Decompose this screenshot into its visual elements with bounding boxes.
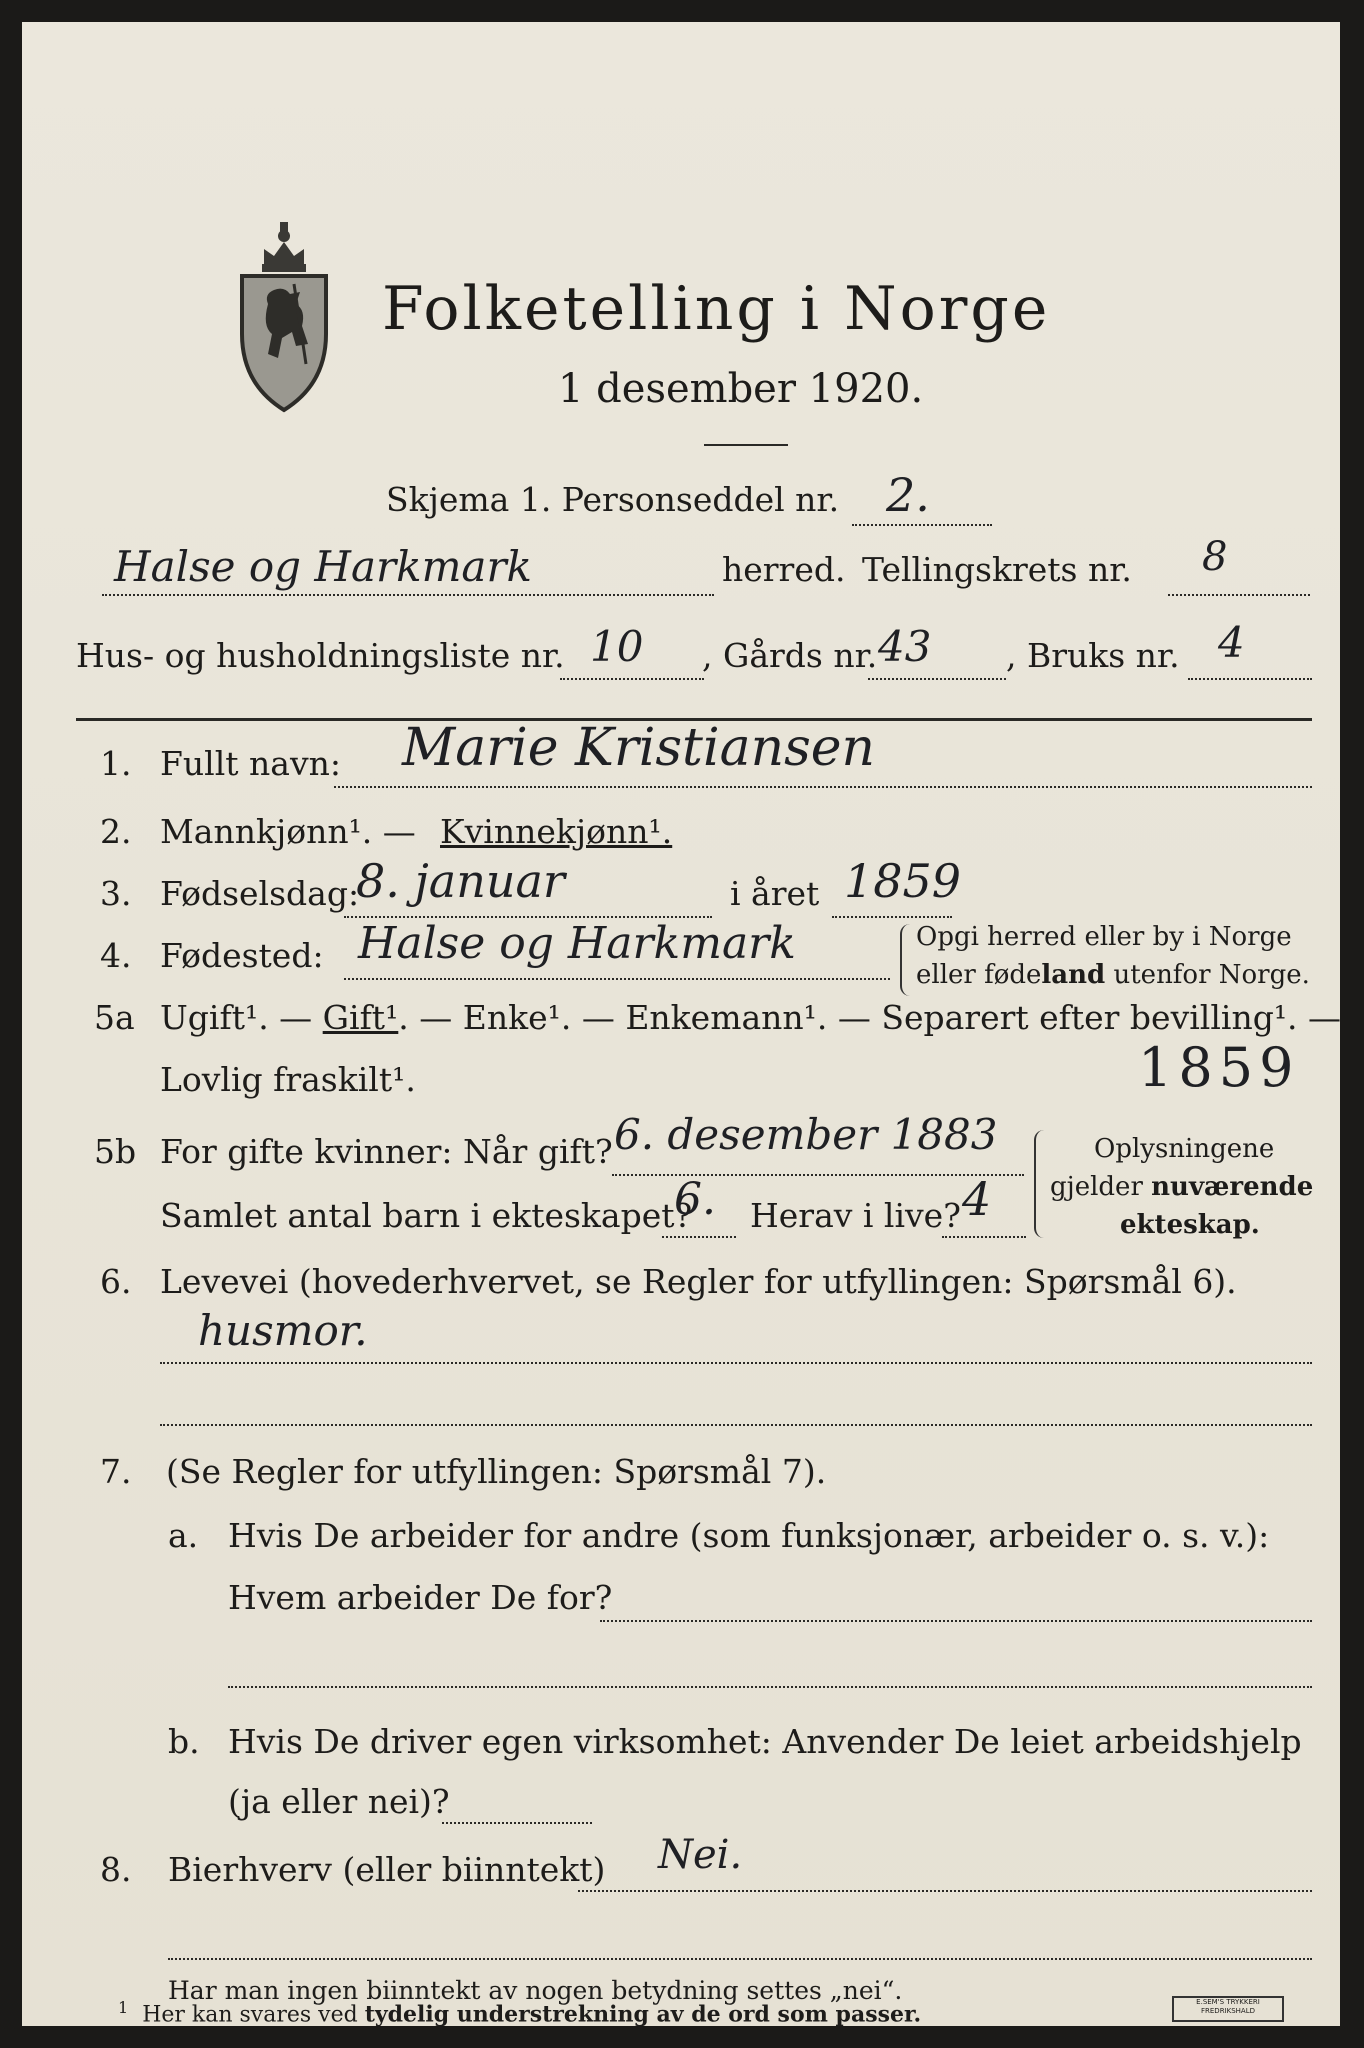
q2-number: 2. [100,812,132,851]
q3-year-field-line [832,916,952,918]
q5b-note-line1: Oplysningene [1094,1134,1275,1164]
q4-note-line1: Opgi herred eller by i Norge [916,922,1292,952]
q7b-text: Hvis De driver egen virksomhet: Anvender De leiet arbeidshjelp [228,1722,1302,1761]
q4-number: 4. [100,936,132,975]
footnote-text: Her kan svares ved [142,2002,365,2028]
q7a-text: Hvis De arbeider for andre (som funksjonær, arbeider o. s. v.): [228,1516,1270,1555]
footnote-text-bold: tydelig understrekning av de ord som passer. [364,2001,922,2028]
q8-field-line [578,1890,1312,1892]
q3-year-label: i året [730,874,820,913]
husliste-field-line [560,678,704,680]
q1-field-line [334,786,1312,788]
q5a-option-ugift[interactable]: Ugift¹. — [160,998,323,1037]
q7-label: (Se Regler for utfyllingen: Spørsmål 7). [166,1452,827,1491]
q7a-field-line-2 [228,1686,1312,1688]
herred-value[interactable]: Halse og Harkmark [114,542,532,591]
q7b-letter: b. [168,1722,200,1761]
bruks-field-line [1188,678,1312,680]
q7-number: 7. [100,1452,132,1491]
q4-note-text-c: utenfor Norge. [1105,960,1310,990]
skjema-label: Skjema 1. Personseddel nr. [386,480,840,519]
footnote-mark: 1 [118,1998,129,2017]
q5a-options-rest[interactable]: . — Enke¹. — Enkemann¹. — Separert efter bevilling¹. — [398,998,1342,1037]
q1-label: Fullt navn: [160,744,341,783]
gards-value[interactable]: 43 [878,622,932,671]
birthplace-value[interactable]: Halse og Harkmark [358,918,796,969]
q3-label: Fødselsdag: [160,874,360,913]
q8-number: 8. [100,1850,132,1889]
census-form-page [22,22,1340,2026]
occupation-value[interactable]: husmor. [198,1306,368,1355]
q5a-margin-note: 1859 [1138,1036,1300,1099]
q2-option-female[interactable]: Kvinnekjønn¹. [440,812,673,851]
herred-field-line [102,594,714,596]
q7b-field-line [442,1822,592,1824]
q4-field-line [344,978,890,980]
norwegian-coat-of-arms-icon [234,214,334,414]
tellingskrets-field-line [1168,594,1310,596]
q6-number: 6. [100,1262,132,1301]
q5b-note-text-bold: nuværende [1151,1172,1314,1202]
q5b-note-brace [1034,1130,1044,1238]
q3-number: 3. [100,874,132,913]
q5b-note-line2 [1050,1172,1313,1202]
children-count-value[interactable]: 6. [674,1174,716,1225]
q5b-note-text-a: gjelder [1050,1172,1152,1202]
q6-label: Levevei (hovederhvervet, se Regler for utfyllingen: Spørsmål 6). [160,1262,1237,1301]
q7a-question: Hvem arbeider De for? [228,1578,613,1617]
q4-note-text-a: eller føde [916,960,1042,990]
q7a-field-line-1 [600,1620,1312,1622]
q7b-question: (ja eller nei)? [228,1782,450,1821]
footnote [118,1998,921,2027]
q5b-children-field-line [662,1236,736,1238]
tellingskrets-label: Tellingskrets nr. [862,550,1132,589]
q6-field-line-1 [160,1362,1312,1364]
q1-number: 1. [100,744,132,783]
q5a-option-fraskilt[interactable]: Lovlig fraskilt¹. [160,1060,416,1099]
q5b-note-line3: ekteskap. [1120,1210,1260,1240]
bruks-value[interactable]: 4 [1218,618,1245,667]
children-alive-value[interactable]: 4 [962,1172,992,1226]
q5b-alive-field-line [942,1236,1026,1238]
side-income-value[interactable]: Nei. [658,1832,743,1878]
husliste-label: Hus- og husholdningsliste nr. [76,636,565,675]
bruks-label: , Bruks nr. [1006,636,1180,675]
gards-nr-label: , Gårds nr. [702,636,878,675]
printer-stamp [1172,1996,1284,2022]
personseddel-field-line [852,524,992,526]
full-name-value[interactable]: Marie Kristiansen [402,718,876,778]
q2-option-male[interactable]: Mannkjønn¹. — [160,812,416,851]
q4-note-line2 [916,960,1310,990]
husliste-value[interactable]: 10 [590,622,644,671]
q5b-alive-label: Herav i live? [750,1196,961,1235]
q5a-options [160,998,1341,1037]
census-date: 1 desember 1920. [558,366,924,412]
nei-note: Har man ingen biinntekt av nogen betydning settes „nei“. [168,1976,903,2005]
q5b-number: 5b [94,1132,137,1171]
title-rule [704,444,788,446]
q5b-children-label: Samlet antal barn i ekteskapet? [160,1196,693,1235]
married-date-value[interactable]: 6. desember 1883 [614,1110,998,1159]
q8-field-line-2 [168,1958,1312,1960]
tellingskrets-value[interactable]: 8 [1202,534,1228,580]
herred-label: herred. [722,550,846,589]
personseddel-number[interactable]: 2. [886,468,930,522]
birth-year-value[interactable]: 1859 [844,854,962,908]
q4-note-text-bold: land [1041,960,1106,990]
gards-field-line [868,678,1006,680]
q5a-number: 5a [94,998,135,1037]
q8-label: Bierhverv (eller biinntekt) [168,1850,606,1889]
q4-label: Fødested: [160,936,324,975]
birth-date-value[interactable]: 8. januar [356,854,565,908]
q5b-label: For gifte kvinner: Når gift? [160,1132,613,1171]
q6-field-line-2 [160,1424,1312,1426]
q7a-letter: a. [168,1516,199,1555]
q5a-option-gift[interactable]: Gift¹ [322,998,399,1037]
form-title: Folketelling i Norge [382,274,1051,344]
q4-note-brace [900,924,910,996]
printer-stamp-text: E.SEM'S TRYKKERI FREDRIKSHALD [1196,1998,1260,2015]
